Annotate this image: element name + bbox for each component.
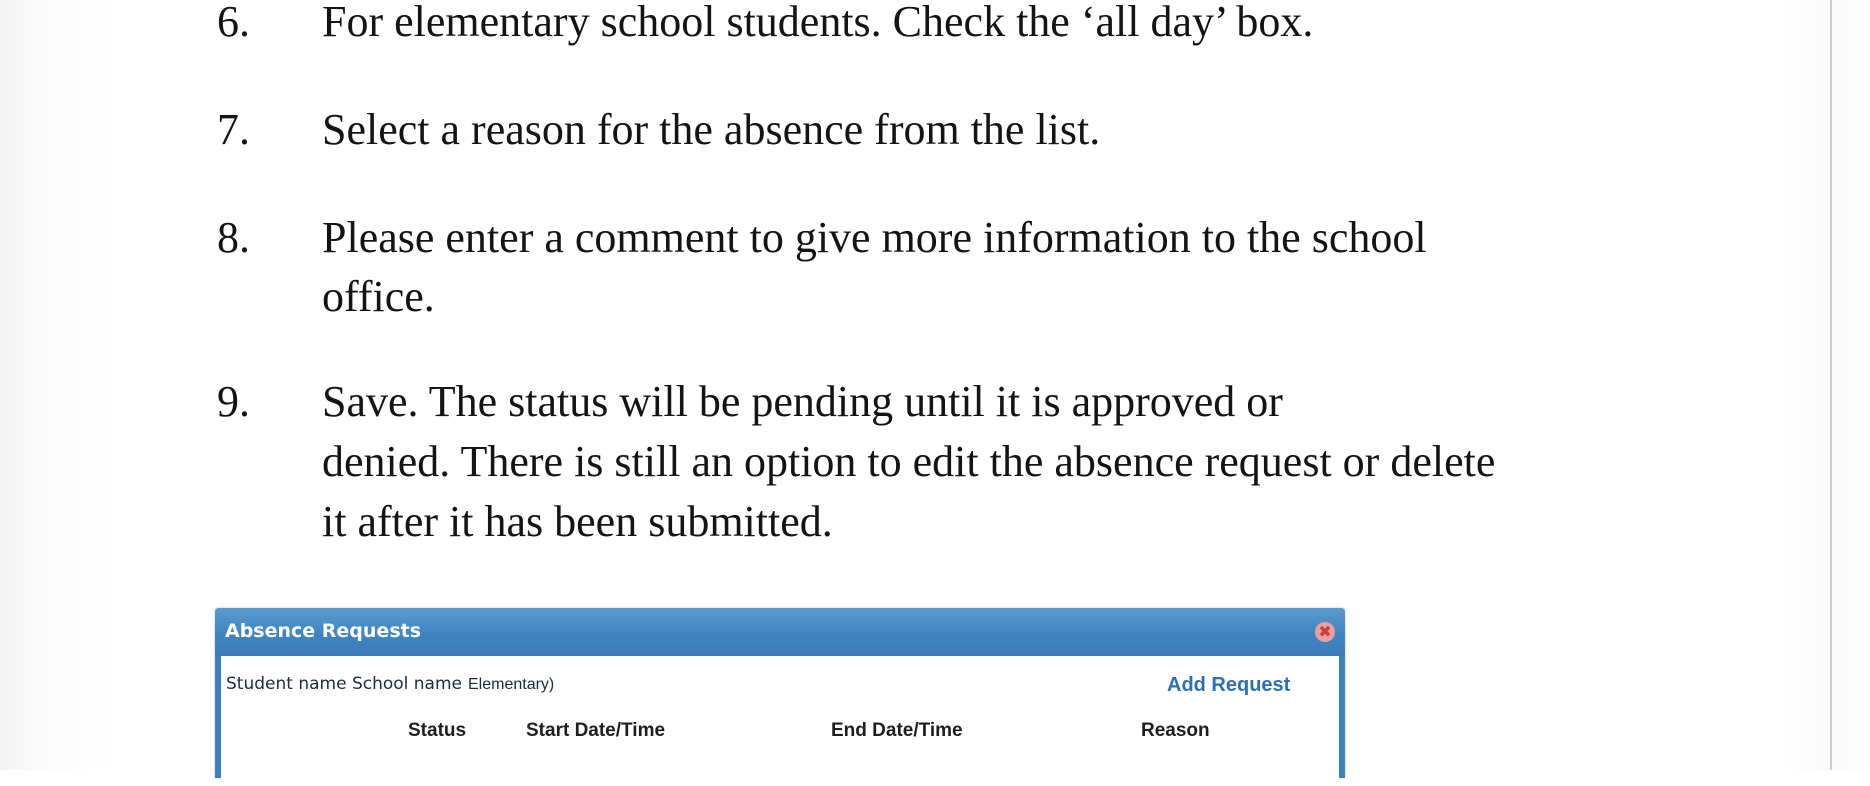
step-6-number: 6. bbox=[217, 0, 250, 46]
panel-header bbox=[215, 608, 1345, 656]
column-header-start[interactable]: Start Date/Time bbox=[526, 720, 666, 741]
step-7-number: 7. bbox=[217, 105, 250, 154]
page-edge-rule bbox=[1830, 0, 1832, 770]
school-suffix: Elementary) bbox=[468, 676, 555, 693]
panel-title: Absence Requests bbox=[225, 620, 422, 642]
panel-body bbox=[221, 656, 1339, 786]
step-9-text-line-1: Save. The status will be pending until it is approved or bbox=[322, 377, 1283, 426]
student-school-label: Student name School name bbox=[226, 674, 462, 694]
step-8-text-line-1: Please enter a comment to give more information to the school bbox=[322, 213, 1427, 262]
step-6-text: For elementary school students. Check the ‘all day’ box. bbox=[322, 0, 1314, 46]
absence-requests-panel bbox=[215, 608, 1345, 778]
step-9-text-line-2: denied. There is still an option to edit the absence request or delete bbox=[322, 437, 1496, 486]
student-school-line bbox=[226, 674, 554, 694]
column-header-status[interactable]: Status bbox=[408, 720, 467, 741]
step-8-number: 8. bbox=[217, 213, 250, 262]
add-request-link[interactable]: Add Request bbox=[1167, 674, 1291, 696]
column-header-end[interactable]: End Date/Time bbox=[831, 720, 963, 741]
column-header-reason[interactable]: Reason bbox=[1141, 720, 1210, 741]
step-7-text: Select a reason for the absence from the list. bbox=[322, 105, 1101, 154]
step-9-text-line-3: it after it has been submitted. bbox=[322, 497, 833, 546]
close-icon[interactable]: ✖ bbox=[1315, 622, 1335, 642]
step-9-number: 9. bbox=[217, 377, 250, 426]
step-8-text-line-2: office. bbox=[322, 272, 435, 321]
